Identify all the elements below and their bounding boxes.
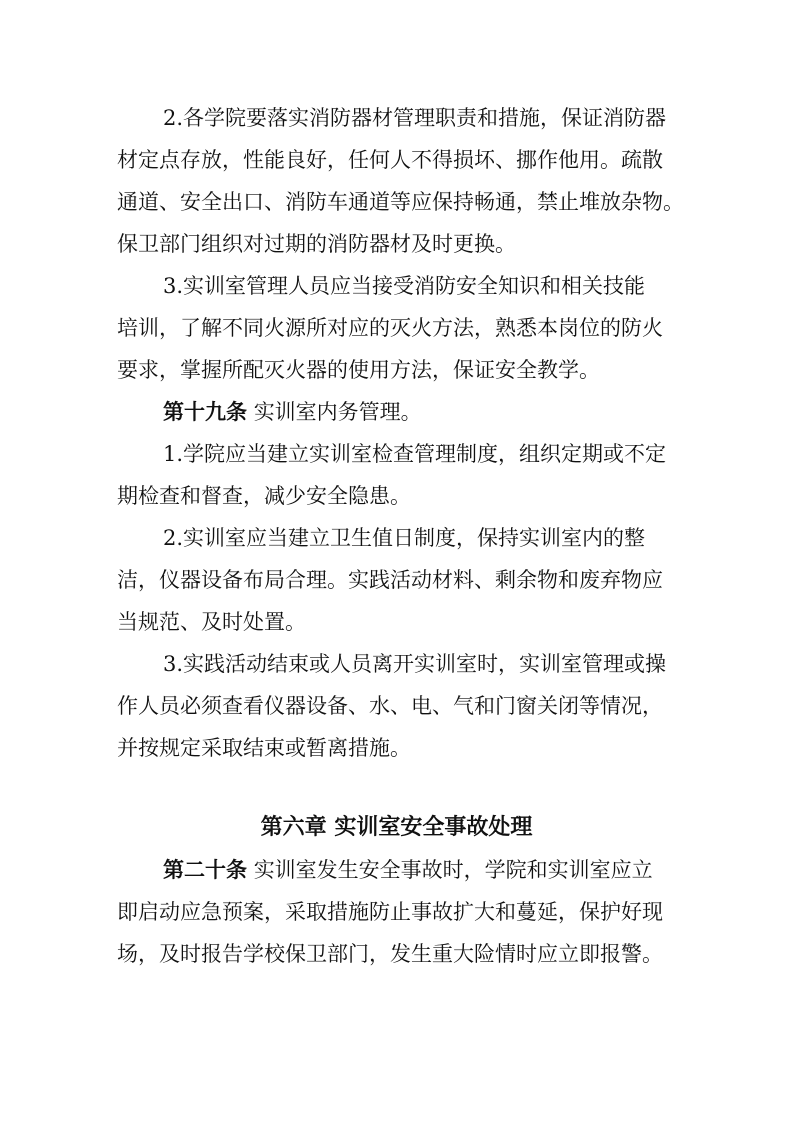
article-20 xyxy=(163,855,677,885)
article-text: 实训室发生安全事故时，学院和实训室应立 xyxy=(253,858,653,882)
paragraph-line: 期检查和督查，减少安全隐患。 xyxy=(117,484,411,508)
paragraph-line: 通道、安全出口、消防车通道等应保持畅通，禁止堆放杂物。 xyxy=(117,190,684,214)
paragraph-line: 材定点存放，性能良好，任何人不得损坏、挪作他用。疏散 xyxy=(117,148,663,172)
paragraph-line: 2.各学院要落实消防器材管理职责和措施，保证消防器 xyxy=(163,106,667,130)
article-spacer xyxy=(247,858,254,882)
article-19 xyxy=(163,397,677,427)
article-heading: 第二十条 xyxy=(163,857,247,882)
paragraph-line: 1.学院应当建立实训室检查管理制度，组织定期或不定 xyxy=(163,442,667,466)
paragraph-line: 培训，了解不同火源所对应的灭火方法，熟悉本岗位的防火 xyxy=(117,316,663,340)
paragraph-line: 即启动应急预案，采取措施防止事故扩大和蔓延，保护好现 xyxy=(117,900,663,924)
paragraph-line: 洁，仪器设备布局合理。实践活动材料、剩余物和废弃物应 xyxy=(117,568,663,592)
paragraph-line: 并按规定采取结束或暂离措施。 xyxy=(117,736,411,760)
article-heading: 第十九条 xyxy=(163,399,247,424)
paragraph-line: 场，及时报告学校保卫部门，发生重大险情时应立即报警。 xyxy=(117,942,663,966)
paragraph-line: 当规范、及时处置。 xyxy=(117,610,306,634)
article-text: 实训室内务管理。 xyxy=(253,400,422,424)
paragraph-line: 3.实践活动结束或人员离开实训室时，实训室管理或操 xyxy=(163,652,667,676)
chapter-title: 第六章 实训室安全事故处理 xyxy=(260,815,533,840)
paragraph-line: 2.实训室应当建立卫生值日制度，保持实训室内的整 xyxy=(163,526,646,550)
paragraph-line: 保卫部门组织对过期的消防器材及时更换。 xyxy=(117,232,516,256)
paragraph-line: 3.实训室管理人员应当接受消防安全知识和相关技能 xyxy=(163,274,646,298)
article-spacer xyxy=(247,400,254,424)
paragraph-line: 要求，掌握所配灭火器的使用方法，保证安全教学。 xyxy=(117,358,600,382)
paragraph-line: 作人员必须查看仪器设备、水、电、气和门窗关闭等情况， xyxy=(117,694,663,718)
